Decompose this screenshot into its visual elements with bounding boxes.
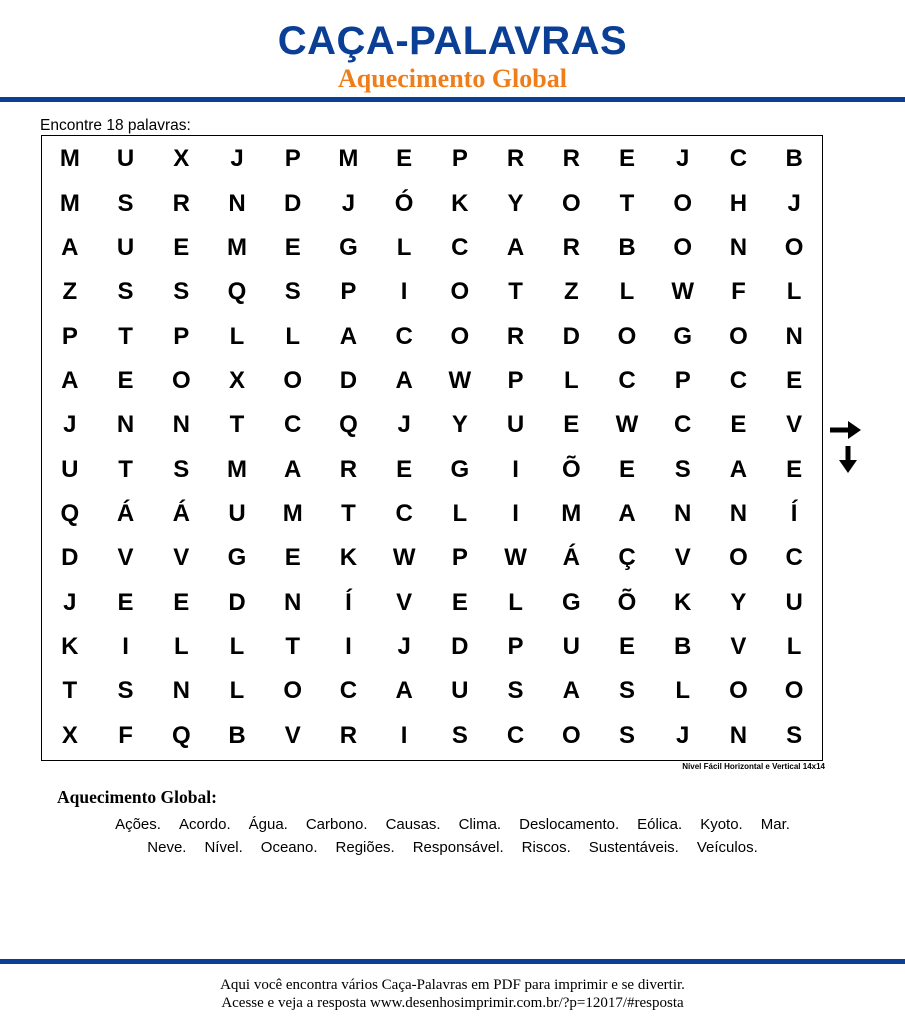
grid-cell: L — [675, 677, 691, 705]
grid-cell: T — [118, 455, 133, 483]
grid-cell: E — [563, 411, 580, 439]
grid-cell: D — [284, 189, 302, 217]
word-list-item: Nível. — [204, 839, 243, 856]
word-list-item: Deslocamento. — [519, 816, 620, 833]
footer-line-2: Acesse e veja a resposta www.desenhosimprimir.com.br/?p=12017/#resposta — [221, 995, 684, 1011]
grid-cell: I — [512, 500, 519, 528]
grid-cell: D — [562, 322, 580, 350]
grid-cell: N — [172, 411, 190, 439]
grid-cell: J — [63, 588, 77, 616]
grid-cell: E — [786, 455, 803, 483]
word-list-row-2 — [20, 838, 885, 858]
grid-cell: Õ — [617, 588, 637, 616]
word-list-item: Mar. — [760, 816, 790, 833]
word-list-item: Oceano. — [260, 839, 318, 856]
word-list-item: Responsável. — [412, 839, 504, 856]
grid-cell: O — [617, 322, 637, 350]
grid-cell: S — [173, 455, 190, 483]
grid-cell: O — [784, 677, 804, 705]
grid-cell: M — [561, 500, 582, 528]
grid-cell: I — [122, 633, 129, 661]
grid-cell: L — [786, 633, 802, 661]
grid-cell: U — [562, 633, 580, 661]
grid-cell: E — [284, 233, 301, 261]
grid-cell: T — [341, 500, 356, 528]
grid-cell: O — [450, 322, 470, 350]
grid-cell: S — [117, 677, 134, 705]
grid-cell: U — [506, 411, 525, 439]
letter-grid — [42, 136, 822, 760]
grid-cell: T — [619, 189, 635, 217]
word-list-item: Clima. — [458, 816, 502, 833]
grid-cell: G — [450, 455, 470, 483]
grid-cell: D — [61, 544, 79, 572]
grid-cell: T — [285, 633, 301, 661]
word-list-item: Riscos. — [521, 839, 571, 856]
grid-cell: L — [229, 322, 245, 350]
arrow-right-icon — [830, 420, 862, 440]
grid-cell: L — [173, 633, 189, 661]
grid-cell: M — [338, 145, 359, 173]
grid-cell: E — [173, 588, 190, 616]
grid-cell: N — [116, 411, 135, 439]
word-list-item: Regiões. — [335, 839, 395, 856]
grid-cell: X — [61, 721, 78, 749]
grid-cell: I — [400, 278, 408, 306]
grid-cell: S — [117, 278, 134, 306]
grid-cell: L — [229, 677, 245, 705]
grid-cell: T — [118, 322, 133, 350]
grid-cell: Á — [562, 544, 580, 572]
grid-cell: V — [730, 633, 747, 661]
grid-cell: W — [615, 411, 639, 439]
grid-cell: J — [676, 721, 690, 749]
grid-cell: O — [561, 721, 581, 749]
word-list-item: Neve. — [147, 839, 187, 856]
grid-cell: F — [118, 721, 133, 749]
grid-cell: S — [618, 721, 635, 749]
word-list-item: Causas. — [385, 816, 441, 833]
grid-cell: S — [284, 278, 301, 306]
grid-cell: T — [508, 278, 523, 306]
grid-cell: L — [786, 278, 802, 306]
grid-cell: A — [395, 677, 413, 705]
grid-cell: O — [729, 544, 748, 572]
grid-cell: Q — [227, 278, 247, 306]
grid-cell: I — [345, 633, 352, 661]
grid-cell: C — [674, 411, 692, 439]
grid-cell: P — [507, 366, 524, 394]
grid-cell: J — [676, 145, 690, 173]
grid-cell: E — [451, 588, 468, 616]
grid-cell: O — [283, 366, 303, 394]
grid-cell: T — [62, 677, 78, 705]
grid-cell: R — [506, 145, 525, 173]
grid-cell: V — [786, 411, 803, 439]
grid-cell: C — [451, 233, 469, 261]
grid-cell: B — [674, 633, 692, 661]
grid-cell: N — [729, 721, 748, 749]
grid-cell: Q — [339, 411, 358, 439]
grid-cell: R — [339, 721, 358, 749]
grid-cell: P — [451, 145, 468, 173]
page-subtitle: Aquecimento Global — [338, 64, 567, 93]
grid-cell: O — [673, 189, 693, 217]
grid-cell: S — [173, 278, 190, 306]
grid-cell: L — [452, 500, 468, 528]
grid-cell: O — [561, 189, 581, 217]
grid-cell: B — [785, 145, 803, 173]
grid-cell: E — [730, 411, 747, 439]
grid-cell: Y — [507, 189, 524, 217]
grid-cell: E — [117, 366, 134, 394]
grid-cell: U — [61, 455, 79, 483]
word-list-row-1 — [20, 815, 885, 835]
grid-cell: S — [507, 677, 524, 705]
grid-cell: K — [451, 189, 469, 217]
grid-cell: P — [173, 322, 190, 350]
grid-cell: L — [229, 633, 245, 661]
grid-cell: W — [392, 544, 416, 572]
grid-cell: J — [397, 411, 411, 439]
grid-cell: Q — [60, 500, 80, 528]
grid-cell: J — [341, 189, 356, 217]
grid-cell: C — [729, 145, 748, 173]
grid-cell: L — [285, 322, 301, 350]
grid-cell: R — [506, 322, 525, 350]
grid-cell: H — [729, 189, 748, 217]
grid-cell: Ó — [394, 189, 414, 217]
grid-cell: W — [448, 366, 472, 394]
grid-cell: Õ — [561, 455, 581, 483]
grid-cell: L — [563, 366, 579, 394]
grid-cell: K — [674, 588, 692, 616]
word-list-title: Aquecimento Global: — [57, 787, 217, 807]
grid-cell: S — [451, 721, 468, 749]
level-note: Nível Fácil Horizontal e Vertical 14x14 — [682, 762, 825, 771]
word-list-item: Acordo. — [178, 816, 231, 833]
grid-cell: Z — [62, 278, 78, 306]
grid-cell: O — [283, 677, 303, 705]
grid-cell: E — [786, 366, 803, 394]
grid-cell: C — [339, 677, 358, 705]
word-list-item: Sustentáveis. — [588, 839, 679, 856]
grid-cell: D — [451, 633, 469, 661]
grid-cell: P — [61, 322, 78, 350]
grid-cell: C — [395, 500, 413, 528]
grid-cell: C — [506, 721, 525, 749]
grid-cell: I — [512, 455, 519, 483]
grid-cell: A — [729, 455, 748, 483]
grid-cell: C — [785, 544, 803, 572]
grid-cell: P — [674, 366, 691, 394]
grid-cell: J — [787, 189, 801, 217]
grid-cell: L — [396, 233, 412, 261]
grid-cell: L — [508, 588, 523, 616]
grid-cell: V — [117, 544, 134, 572]
grid-cell: A — [395, 366, 413, 394]
page-title: CAÇA-PALAVRAS — [277, 19, 628, 63]
word-list-item: Ações. — [115, 816, 161, 833]
grid-cell: Z — [563, 278, 579, 306]
grid-cell: M — [59, 145, 80, 173]
grid-cell: R — [339, 455, 358, 483]
grid-cell: P — [507, 633, 524, 661]
grid-cell: U — [451, 677, 469, 705]
grid-cell: A — [284, 455, 302, 483]
word-list-item: Veículos. — [696, 839, 758, 856]
grid-cell: N — [228, 189, 246, 217]
grid-cell: J — [230, 145, 244, 173]
grid-cell: Q — [171, 721, 191, 749]
grid-cell: S — [618, 677, 635, 705]
grid-cell: G — [673, 322, 693, 350]
grid-cell: P — [340, 278, 357, 306]
grid-cell: D — [228, 588, 246, 616]
grid-cell: Á — [116, 500, 135, 528]
grid-cell: C — [618, 366, 636, 394]
grid-cell: X — [228, 366, 245, 394]
grid-cell: M — [282, 500, 303, 528]
grid-cell: C — [729, 366, 748, 394]
grid-cell: N — [284, 588, 302, 616]
grid-cell: D — [339, 366, 358, 394]
grid-cell: E — [284, 544, 301, 572]
grid-cell: B — [228, 721, 246, 749]
grid-cell: M — [59, 189, 80, 217]
grid-cell: V — [173, 544, 190, 572]
grid-cell: J — [397, 633, 411, 661]
top-divider — [0, 97, 905, 102]
bottom-divider — [0, 959, 905, 964]
grid-cell: F — [731, 278, 746, 306]
grid-cell: Á — [172, 500, 190, 528]
arrow-down-icon — [838, 446, 858, 474]
grid-cell: N — [785, 322, 803, 350]
word-search-grid — [41, 135, 823, 761]
grid-cell: E — [117, 588, 134, 616]
grid-cell: O — [450, 278, 470, 306]
grid-cell: J — [63, 411, 77, 439]
grid-cell: Y — [451, 411, 468, 439]
grid-cell: A — [562, 677, 580, 705]
grid-cell: A — [618, 500, 636, 528]
grid-cell: N — [729, 500, 748, 528]
word-list-item: Água. — [248, 816, 288, 833]
grid-cell: K — [61, 633, 79, 661]
grid-cell: S — [674, 455, 691, 483]
grid-cell: R — [562, 233, 580, 261]
grid-cell: O — [729, 677, 748, 705]
grid-cell: P — [451, 544, 468, 572]
word-list-item: Kyoto. — [700, 816, 743, 833]
grid-cell: E — [618, 633, 635, 661]
grid-cell: G — [561, 588, 581, 616]
grid-cell: Ç — [618, 544, 636, 572]
grid-cell: O — [784, 233, 804, 261]
grid-cell: N — [729, 233, 748, 261]
grid-cell: O — [171, 366, 191, 394]
grid-cell: I — [400, 721, 408, 749]
grid-cell: E — [173, 233, 190, 261]
grid-cell: U — [785, 588, 803, 616]
grid-cell: V — [674, 544, 691, 572]
grid-cell: A — [339, 322, 358, 350]
grid-cell: U — [116, 233, 135, 261]
grid-cell: W — [671, 278, 695, 306]
grid-cell: C — [395, 322, 413, 350]
grid-cell: V — [284, 721, 301, 749]
grid-cell: W — [504, 544, 527, 572]
grid-cell: R — [562, 145, 580, 173]
grid-cell: P — [284, 145, 301, 173]
grid-cell: O — [729, 322, 748, 350]
grid-cell: E — [618, 145, 635, 173]
grid-cell: C — [284, 411, 302, 439]
grid-cell: O — [673, 233, 693, 261]
grid-cell: E — [396, 145, 413, 173]
grid-cell: A — [61, 366, 79, 394]
footer-line-1: Aqui você encontra vários Caça-Palavras em PDF para imprimir e se divertir. — [220, 977, 685, 993]
grid-cell: X — [173, 145, 190, 173]
grid-cell: N — [172, 677, 190, 705]
grid-cell: E — [618, 455, 635, 483]
word-list-item: Carbono. — [305, 816, 368, 833]
grid-cell: M — [226, 233, 247, 261]
grid-cell: E — [396, 455, 413, 483]
grid-cell: L — [619, 278, 635, 306]
grid-cell: U — [228, 500, 246, 528]
grid-cell: M — [226, 455, 247, 483]
grid-cell: G — [339, 233, 358, 261]
grid-cell: K — [339, 544, 358, 572]
grid-cell: G — [227, 544, 247, 572]
grid-cell: S — [786, 721, 803, 749]
grid-cell: T — [229, 411, 245, 439]
grid-cell: A — [61, 233, 79, 261]
instruction-text: Encontre 18 palavras: — [40, 117, 191, 134]
grid-cell: B — [618, 233, 636, 261]
grid-cell: Í — [790, 500, 798, 528]
grid-cell: R — [172, 189, 190, 217]
grid-cell: Y — [730, 588, 747, 616]
word-list-item: Eólica. — [637, 816, 683, 833]
grid-cell: S — [117, 189, 134, 217]
grid-cell: Í — [345, 588, 352, 616]
grid-cell: A — [506, 233, 525, 261]
grid-cell: N — [674, 500, 692, 528]
grid-cell: V — [396, 588, 413, 616]
grid-cell: U — [116, 145, 135, 173]
